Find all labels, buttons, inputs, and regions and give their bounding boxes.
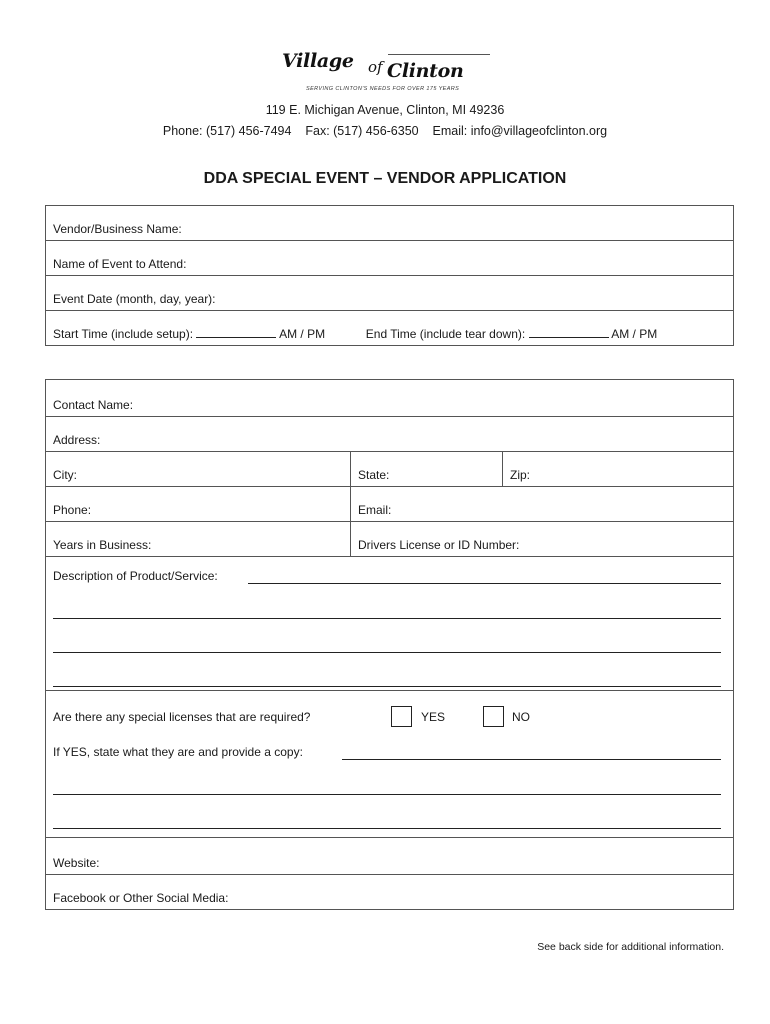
phone-label: Phone: xyxy=(53,503,92,517)
form-title: DDA SPECIAL EVENT – VENDOR APPLICATION xyxy=(203,170,567,187)
description-line-4[interactable] xyxy=(53,686,721,687)
social-media-field[interactable] xyxy=(46,875,734,910)
yes-label: YES xyxy=(421,710,446,724)
no-checkbox[interactable] xyxy=(483,706,504,727)
contact-name-label: Contact Name: xyxy=(53,398,134,412)
description-section xyxy=(46,557,734,691)
email-label: Email: xyxy=(358,503,392,517)
no-label: NO xyxy=(512,710,530,724)
email-field[interactable] xyxy=(351,487,734,522)
phone-field[interactable] xyxy=(46,487,351,522)
if-yes-label: If YES, state what they are and provide a copy: xyxy=(53,745,303,759)
logo-clinton-text: Clinton xyxy=(387,60,464,82)
event-info-table xyxy=(45,205,734,346)
end-time-label: End Time (include tear down): xyxy=(365,327,526,341)
start-time-blank[interactable] xyxy=(196,326,276,338)
contact-name-field[interactable] xyxy=(46,380,734,417)
licenses-line-2[interactable] xyxy=(53,794,721,795)
logo-village-text: Village xyxy=(282,50,354,72)
description-line-3[interactable] xyxy=(53,652,721,653)
licenses-line-1[interactable] xyxy=(342,759,721,760)
address-label: Address: xyxy=(53,433,101,447)
logo-of-text: of xyxy=(368,58,383,76)
description-line-2[interactable] xyxy=(53,618,721,619)
event-name-field[interactable] xyxy=(46,241,734,276)
logo-rule xyxy=(388,54,490,55)
start-time-label: Start Time (include setup): xyxy=(53,327,194,341)
state-field[interactable] xyxy=(351,452,503,487)
start-ampm-label: AM / PM xyxy=(279,327,326,341)
license-id-label: Drivers License or ID Number: xyxy=(358,538,520,552)
licenses-section xyxy=(46,691,734,838)
social-media-label: Facebook or Other Social Media: xyxy=(53,891,229,905)
address-field[interactable] xyxy=(46,417,734,452)
vendor-name-label: Vendor/Business Name: xyxy=(53,222,182,236)
licenses-question: Are there any special licenses that are required? xyxy=(53,710,311,724)
website-label: Website: xyxy=(53,856,100,870)
footnote: See back side for additional information. xyxy=(537,941,724,953)
contact-line: Phone: (517) 456-7494 Fax: (517) 456-6350 Email: info@villageofclinton.org xyxy=(162,124,608,138)
address-line: 119 E. Michigan Avenue, Clinton, MI 49236 xyxy=(265,103,505,117)
license-id-field[interactable] xyxy=(351,522,734,557)
logo-tagline: SERVING CLINTON'S NEEDS FOR OVER 175 YEARS xyxy=(306,86,460,92)
description-label: Description of Product/Service: xyxy=(53,569,218,583)
years-label: Years in Business: xyxy=(53,538,152,552)
event-date-label: Event Date (month, day, year): xyxy=(53,292,216,306)
years-in-business-field[interactable] xyxy=(46,522,351,557)
end-ampm-label: AM / PM xyxy=(611,327,658,341)
vendor-name-field[interactable] xyxy=(46,206,734,241)
zip-label: Zip: xyxy=(510,468,531,482)
event-date-field[interactable] xyxy=(46,276,734,311)
state-label: State: xyxy=(358,468,390,482)
event-name-label: Name of Event to Attend: xyxy=(53,257,187,271)
website-field[interactable] xyxy=(46,838,734,875)
description-line-1[interactable] xyxy=(248,583,721,584)
zip-field[interactable] xyxy=(503,452,734,487)
time-row xyxy=(46,311,734,346)
licenses-line-3[interactable] xyxy=(53,828,721,829)
contact-info-table xyxy=(45,379,734,910)
yes-checkbox[interactable] xyxy=(391,706,412,727)
village-logo xyxy=(280,48,495,96)
end-time-blank[interactable] xyxy=(529,326,609,338)
city-field[interactable] xyxy=(46,452,351,487)
city-label: City: xyxy=(53,468,77,482)
